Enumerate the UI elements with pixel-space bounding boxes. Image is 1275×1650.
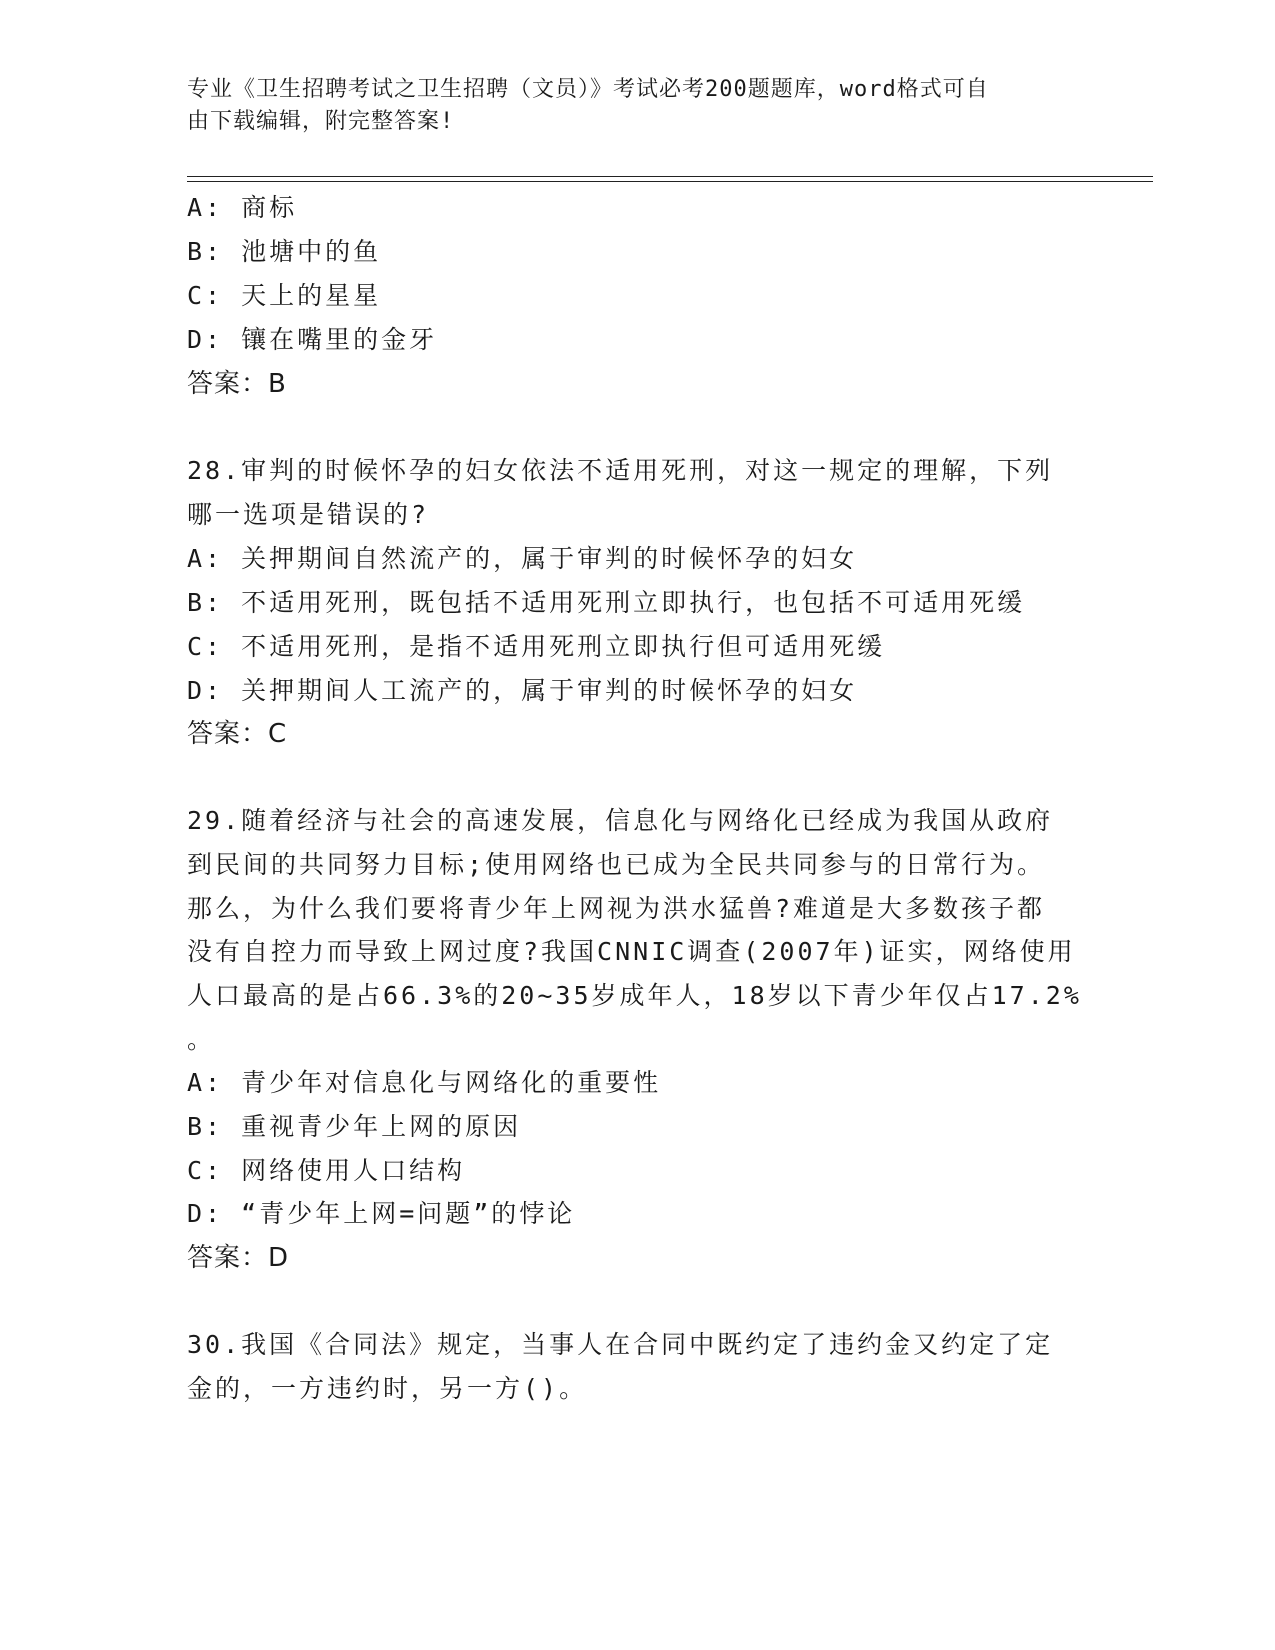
q28-option-c: C: 不适用死刑，是指不适用死刑立即执行但可适用死缓 <box>187 632 886 661</box>
header-line-2: 由下载编辑，附完整答案! <box>187 109 455 134</box>
header-divider-bottom <box>187 181 1153 182</box>
q30-stem-line-1: 30.我国《合同法》规定，当事人在合同中既约定了违约金又约定了定 <box>187 1330 1054 1359</box>
q29-stem-line-6: 。 <box>187 1025 216 1054</box>
header-divider-top <box>187 176 1153 177</box>
q29-stem-line-4: 没有自控力而导致上网过度?我国CNNIC调查(2007年)证实，网络使用 <box>187 937 1076 966</box>
q28-stem-line-2: 哪一选项是错误的? <box>187 500 430 529</box>
q29-stem-line-5: 人口最高的是占66.3%的20~35岁成年人，18岁以下青少年仅占17.2% <box>187 981 1082 1010</box>
q29-stem-line-2: 到民间的共同努力目标;使用网络也已成为全民共同参与的日常行为。 <box>187 850 1046 879</box>
q28-answer: 答案：C <box>187 719 288 749</box>
document-header <box>187 74 1067 138</box>
q27-option-c: C: 天上的星星 <box>187 281 382 310</box>
q29-option-d: D: “青少年上网=问题”的悖论 <box>187 1199 576 1228</box>
q29-answer: 答案：D <box>187 1243 290 1273</box>
q29-stem-line-3: 那么，为什么我们要将青少年上网视为洪水猛兽?难道是大多数孩子都 <box>187 894 1046 923</box>
q29-stem-line-1: 29.随着经济与社会的高速发展，信息化与网络化已经成为我国从政府 <box>187 806 1054 835</box>
q29-option-a: A: 青少年对信息化与网络化的重要性 <box>187 1068 662 1097</box>
q28-option-b: B: 不适用死刑，既包括不适用死刑立即执行，也包括不可适用死缓 <box>187 588 1026 617</box>
q29-option-b: B: 重视青少年上网的原因 <box>187 1112 522 1141</box>
q29-option-c: C: 网络使用人口结构 <box>187 1156 466 1185</box>
q27-option-d: D: 镶在嘴里的金牙 <box>187 325 438 354</box>
q28-option-d: D: 关押期间人工流产的，属于审判的时候怀孕的妇女 <box>187 676 858 705</box>
q27-option-b: B: 池塘中的鱼 <box>187 237 382 266</box>
q28-stem-line-1: 28.审判的时候怀孕的妇女依法不适用死刑，对这一规定的理解，下列 <box>187 456 1054 485</box>
q27-option-a: A: 商标 <box>187 193 298 222</box>
q28-option-a: A: 关押期间自然流产的，属于审判的时候怀孕的妇女 <box>187 544 858 573</box>
header-line-1: 专业《卫生招聘考试之卫生招聘（文员）》考试必考200题题库，word格式可自 <box>187 77 989 102</box>
q27-answer: 答案：B <box>187 369 287 399</box>
q30-stem-line-2: 金的，一方违约时，另一方()。 <box>187 1374 588 1403</box>
